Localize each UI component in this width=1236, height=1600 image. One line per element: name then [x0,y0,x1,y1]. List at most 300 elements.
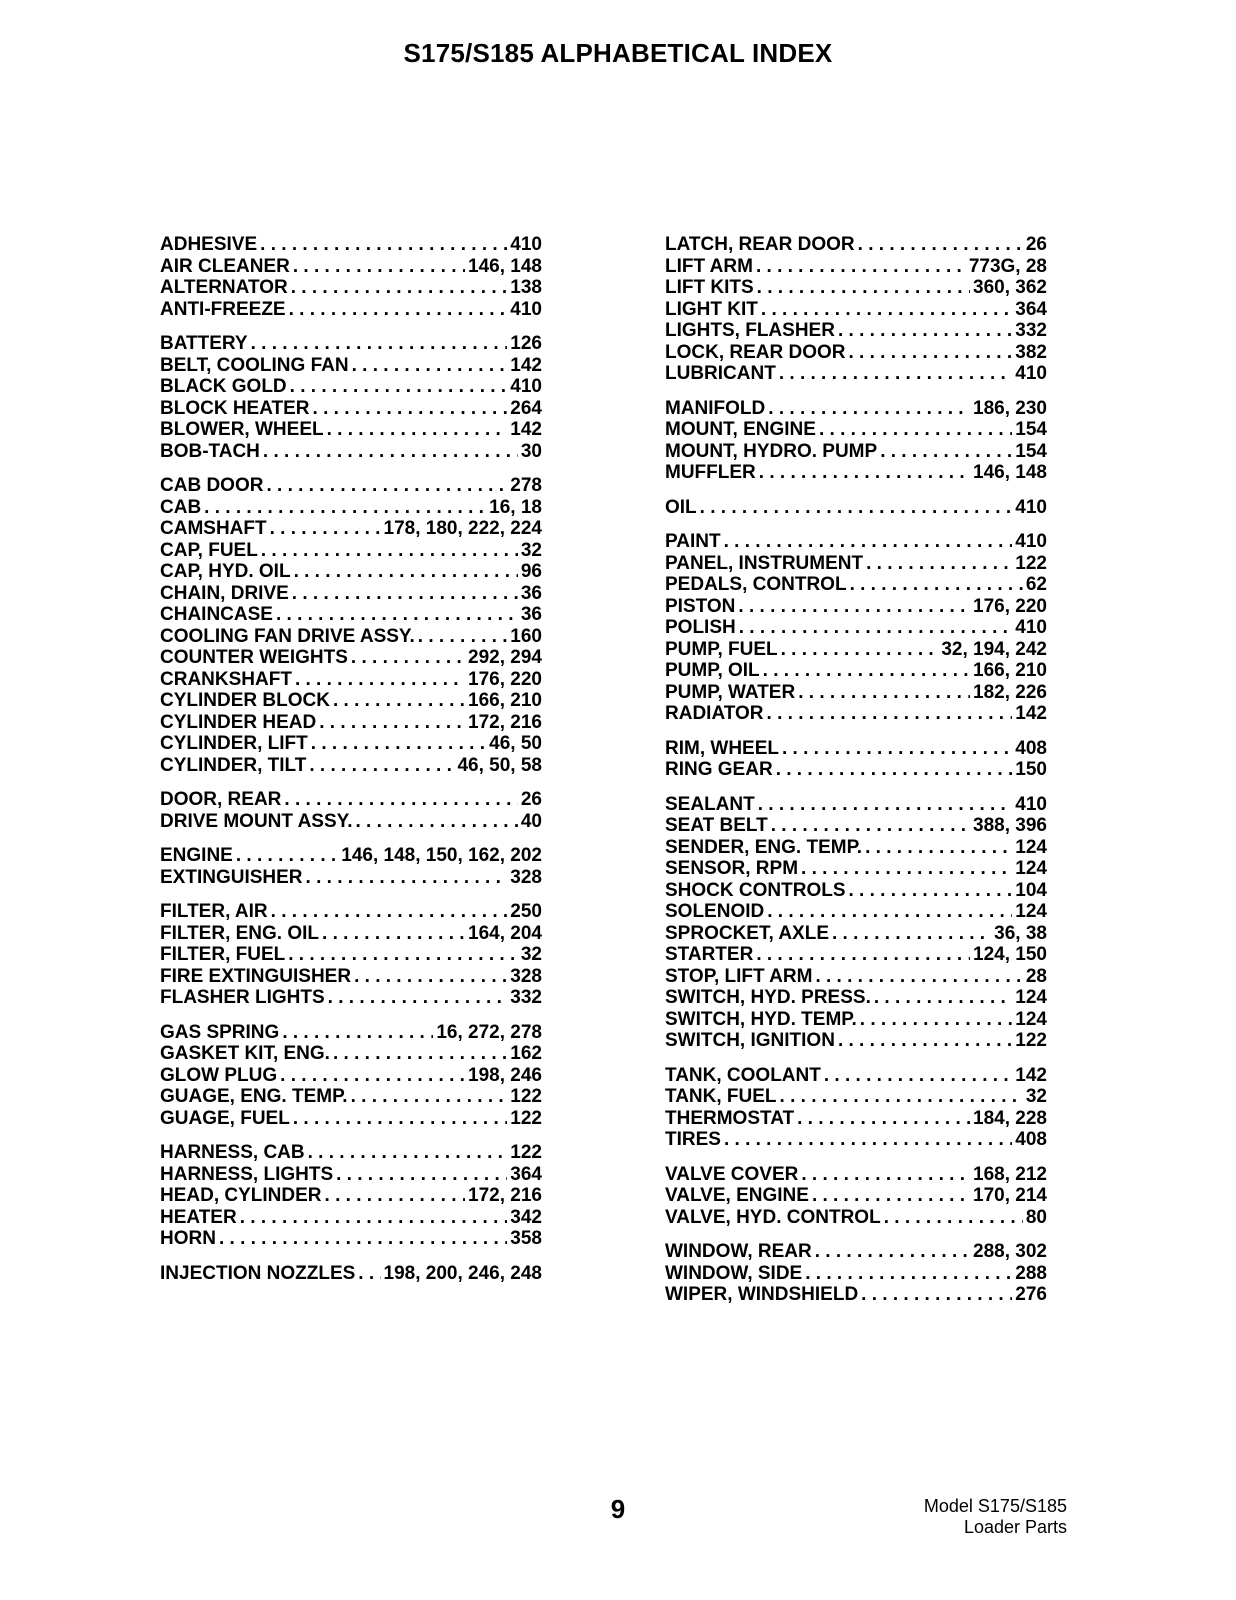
index-term: PUMP, WATER [665,681,796,703]
index-entry [665,858,1047,880]
index-letter-group [160,789,542,832]
dot-leader [356,811,518,833]
index-entry [665,987,1047,1009]
index-pages: 104 [1015,879,1047,901]
index-entry [160,1185,542,1207]
index-letter-group [160,901,542,1009]
index-entry [160,333,542,355]
index-letter-group [665,497,1047,519]
index-term: GASKET KIT, ENG. [160,1043,330,1064]
index-pages: 408 [1015,1129,1047,1150]
index-pages: 388, 396 [973,815,1047,836]
dot-leader [354,966,507,988]
index-pages: 198, 200, 246, 248 [383,1262,542,1284]
index-pages: 32 [520,539,542,561]
index-entry [665,1284,1047,1306]
index-entry [160,1043,542,1065]
index-term: SEAT BELT [665,815,768,836]
dot-leader [797,1108,970,1130]
index-letter-group [160,333,542,462]
dot-leader [276,604,518,626]
dot-leader [352,355,508,377]
dot-leader [261,540,518,562]
index-letter-group [160,234,542,320]
index-term: HEAD, CYLINDER [160,1185,322,1206]
index-entry [665,1129,1047,1151]
dot-leader [761,299,1012,321]
index-entry [160,1022,542,1044]
index-pages: 166, 210 [468,690,542,711]
index-term: BLOWER, WHEEL [160,419,324,440]
index-column-right [665,234,1047,1319]
index-pages: 122 [510,1107,542,1129]
index-pages: 16, 18 [489,496,542,518]
dot-leader [724,531,1013,553]
index-pages: 410 [1015,363,1047,384]
index-term: WIPER, WINDSHIELD [665,1284,859,1305]
index-pages: 122 [510,1086,542,1107]
index-entry [665,574,1047,596]
index-pages: 32 [1025,1086,1047,1107]
index-entry [665,462,1047,484]
index-term: BLACK GOLD [160,376,287,397]
index-entry [665,363,1047,385]
index-entry [160,497,542,519]
index-entry [665,639,1047,661]
index-pages: 410 [510,234,542,255]
index-pages: 122 [510,1142,542,1163]
index-pages: 168, 212 [973,1163,1047,1185]
index-term: RING GEAR [665,759,773,780]
index-term: LUBRICANT [665,363,776,384]
index-term: COUNTER WEIGHTS [160,647,348,668]
dot-leader [756,944,970,966]
index-term: VALVE COVER [665,1163,799,1185]
index-pages: 250 [510,901,542,922]
dot-leader [284,789,517,811]
dot-leader [295,669,465,691]
footer-subtitle-line: Loader Parts [963,1517,1067,1537]
index-entry [665,1009,1047,1031]
index-entry [160,755,542,777]
index-pages: 36 [520,604,542,625]
index-letter-group [665,234,1047,385]
index-pages: 358 [510,1228,542,1249]
index-entry [160,419,542,441]
index-term: GLOW PLUG [160,1064,278,1086]
dot-leader [832,923,991,945]
index-entry [160,256,542,278]
index-term: PAINT [665,531,721,552]
dot-leader [290,376,508,398]
index-term: ALTERNATOR [160,277,288,298]
index-pages: 342 [510,1206,542,1228]
index-term: MUFFLER [665,462,756,483]
footer-model-info [924,1496,1067,1538]
index-pages: 382 [1015,341,1047,363]
index-pages: 328 [510,866,542,888]
index-term: STOP, LIFT ARM [665,965,813,987]
index-term: VALVE, HYD. CONTROL [665,1206,881,1228]
dot-leader [351,1086,508,1108]
index-pages: 138 [510,277,542,298]
dot-leader [260,234,507,256]
index-entry [160,811,542,833]
index-pages: 176, 220 [973,595,1047,617]
index-term: CAP, HYD. OIL [160,561,291,582]
index-term: DRIVE MOUNT ASSY. [160,810,353,832]
dot-leader [325,1185,466,1207]
dot-leader [336,1164,507,1186]
index-entry [160,901,542,923]
index-entry [665,1207,1047,1229]
dot-leader [309,755,454,777]
dot-leader [724,1129,1012,1151]
index-term: GUAGE, ENG. TEMP. [160,1086,348,1107]
dot-leader [322,923,465,945]
index-term: TANK, COOLANT [665,1064,821,1086]
index-term: HARNESS, CAB [160,1142,305,1163]
dot-leader [351,647,465,669]
dot-leader [313,398,508,420]
index-term: PUMP, OIL [665,660,760,681]
index-pages: 122 [1015,552,1047,574]
index-term: PUMP, FUEL [665,638,778,660]
index-entry [665,1065,1047,1087]
dot-leader [294,561,518,583]
dot-leader [757,277,970,299]
index-term: GUAGE, FUEL [160,1107,290,1129]
dot-leader [358,1263,380,1285]
dot-leader [779,363,1012,385]
index-pages: 408 [1015,737,1047,759]
index-pages: 276 [1015,1284,1047,1305]
index-pages: 146, 148 [973,462,1047,483]
index-term: INJECTION NOZZLES [160,1262,356,1284]
index-entry [665,815,1047,837]
index-pages: 154 [1015,440,1047,462]
index-entry [665,441,1047,463]
index-term: COOLING FAN DRIVE ASSY. [160,625,415,647]
index-term: SENDER, ENG. TEMP. [665,836,863,858]
index-entry [160,234,542,256]
index-term: PEDALS, CONTROL [665,574,847,595]
index-term: CAB DOOR [160,475,264,496]
index-pages: 182, 226 [973,681,1047,703]
dot-leader [288,944,518,966]
dot-leader [763,660,970,682]
dot-leader [280,1065,465,1087]
index-entry [160,733,542,755]
index-pages: 146, 148 [468,255,542,277]
index-letter-group [665,398,1047,484]
index-term: POLISH [665,617,736,638]
index-pages: 150 [1015,759,1047,780]
dot-leader [240,1207,508,1229]
page-title: S175/S185 ALPHABETICAL INDEX [403,38,833,68]
index-entry [665,256,1047,278]
index-pages: 410 [1015,496,1047,518]
index-entry [160,626,542,648]
index-term: STARTER [665,944,754,965]
index-pages: 162 [510,1043,542,1064]
index-entry [160,1065,542,1087]
footer-model-line: Model S175/S185 [923,1496,1067,1516]
index-term: WINDOW, SIDE [665,1262,803,1284]
index-pages: 124 [1015,1008,1047,1030]
index-entry [160,987,542,1009]
dot-leader [311,733,486,755]
index-term: SPROCKET, AXLE [665,922,829,944]
index-entry [160,1228,542,1250]
index-term: FILTER, ENG. OIL [160,922,320,944]
index-entry [665,660,1047,682]
dot-leader [768,398,970,420]
index-entry [665,759,1047,781]
index-entry [160,299,542,321]
dot-leader [293,1108,507,1130]
index-pages: 172, 216 [468,711,542,733]
dot-leader [739,617,1013,639]
index-term: CRANKSHAFT [160,668,292,690]
dot-leader [767,901,1012,923]
index-pages: 166, 210 [973,660,1047,681]
index-pages: 36, 38 [994,922,1047,944]
dot-leader [884,1207,1023,1229]
index-pages: 288, 302 [973,1241,1047,1262]
dot-leader [282,1022,433,1044]
dot-leader [758,794,1013,816]
index-column-left [160,234,542,1297]
index-entry [160,1164,542,1186]
dot-leader [204,497,486,519]
index-entry [665,320,1047,342]
index-entry [160,475,542,497]
index-term: CYLINDER BLOCK [160,690,330,711]
index-term: ADHESIVE [160,234,258,255]
index-entry [160,518,542,540]
index-entry [665,553,1047,575]
dot-leader [328,987,508,1009]
dot-leader [866,553,1012,575]
index-term: CYLINDER, TILT [160,754,307,776]
index-term: CHAIN, DRIVE [160,582,289,604]
index-entry [160,1263,542,1285]
dot-leader [771,815,970,837]
index-term: VALVE, ENGINE [665,1185,809,1206]
dot-leader [849,880,1013,902]
index-term: LIFT ARM [665,255,753,277]
index-pages: 30 [520,440,542,462]
dot-leader [838,1030,1012,1052]
index-entry [665,738,1047,760]
dot-leader [306,867,508,889]
index-term: CAP, FUEL [160,539,258,561]
index-term: PANEL, INSTRUMENT [665,552,864,574]
dot-leader [815,966,1022,988]
index-term: BOB-TACH [160,440,260,462]
index-entry [665,944,1047,966]
index-pages: 172, 216 [468,1185,542,1206]
dot-leader [289,299,508,321]
index-pages: 124, 150 [973,944,1047,965]
index-term: LIGHTS, FLASHER [665,320,835,341]
index-term: THERMOSTAT [665,1107,795,1129]
index-term: PISTON [665,595,736,617]
index-term: SWITCH, HYD. TEMP. [665,1008,857,1030]
index-term: CAMSHAFT [160,518,267,539]
index-entry [160,923,542,945]
index-entry [665,419,1047,441]
index-entry [160,441,542,463]
index-term: MOUNT, HYDRO. PUMP [665,440,878,462]
dot-leader [263,441,518,463]
index-pages: 360, 362 [973,277,1047,298]
index-pages: 142 [510,419,542,440]
index-term: SWITCH, IGNITION [665,1030,835,1051]
index-letter-group [665,794,1047,1052]
index-entry [160,944,542,966]
index-term: HORN [160,1228,216,1249]
index-entry [665,1086,1047,1108]
index-term: FLASHER LIGHTS [160,987,325,1008]
index-letter-group [160,1142,542,1250]
dot-leader [270,518,381,540]
index-entry [665,923,1047,945]
index-term: FIRE EXTINGUISHER [160,965,352,987]
dot-leader [801,858,1012,880]
dot-leader [236,845,338,867]
index-pages: 184, 228 [973,1107,1047,1129]
index-entry [665,1164,1047,1186]
index-entry [665,837,1047,859]
index-letter-group [665,738,1047,781]
index-pages: 773G, 28 [968,255,1047,277]
index-term: LOCK, REAR DOOR [665,341,846,363]
dot-leader [780,1086,1023,1108]
index-entry [665,1241,1047,1263]
index-letter-group [160,1022,542,1130]
index-pages: 198, 246 [468,1064,542,1086]
dot-leader [293,256,465,278]
dot-leader [824,1065,1012,1087]
dot-leader [782,738,1012,760]
index-entry [160,647,542,669]
dot-leader [308,1142,508,1164]
index-entry [665,880,1047,902]
index-entry [160,540,542,562]
index-pages: 46, 50 [489,733,542,754]
index-pages: 28 [1025,965,1047,987]
index-pages: 96 [520,561,542,582]
index-entry [665,1185,1047,1207]
dot-leader [798,682,970,704]
index-letter-group [160,1263,542,1285]
index-pages: 278 [510,475,542,496]
page-number: 9 [610,1494,626,1524]
index-term: MOUNT, ENGINE [665,419,816,440]
dot-leader [319,712,465,734]
index-entry [665,682,1047,704]
index-pages: 142 [1015,1064,1047,1086]
index-pages: 410 [1015,617,1047,638]
index-term: DOOR, REAR [160,789,282,810]
dot-leader [700,497,1013,519]
index-term: BATTERY [160,333,248,354]
index-pages: 164, 204 [468,922,542,944]
index-pages: 124 [1015,987,1047,1008]
index-pages: 40 [520,810,542,832]
index-term: HEATER [160,1206,237,1228]
index-pages: 142 [510,354,542,376]
dot-leader [812,1185,970,1207]
index-pages: 16, 272, 278 [436,1021,542,1043]
index-term: GAS SPRING [160,1021,280,1043]
index-pages: 126 [510,333,542,354]
dot-leader [327,419,508,441]
index-entry [665,531,1047,553]
index-pages: 332 [1015,320,1047,341]
index-pages: 146, 148, 150, 162, 202 [341,845,542,866]
index-term: SHOCK CONTROLS [665,879,846,901]
index-term: HARNESS, LIGHTS [160,1163,334,1185]
index-entry [160,1207,542,1229]
dot-leader [860,1009,1013,1031]
index-pages: 160 [510,625,542,647]
index-entry [665,1263,1047,1285]
index-term: WINDOW, REAR [665,1241,812,1262]
index-term: RIM, WHEEL [665,737,779,759]
dot-leader [767,703,1013,725]
dot-leader [291,277,508,299]
index-pages: 292, 294 [468,647,542,668]
dot-leader [874,987,1012,1009]
index-pages: 124 [1015,901,1047,922]
index-term: FILTER, FUEL [160,944,286,965]
index-term: LATCH, REAR DOOR [665,234,855,255]
index-entry [160,690,542,712]
index-entry [160,398,542,420]
index-term: ENGINE [160,845,233,866]
index-term: CHAINCASE [160,604,273,625]
dot-leader [849,342,1013,364]
index-letter-group [160,845,542,888]
index-pages: 62 [1025,574,1047,595]
index-term: BLOCK HEATER [160,397,310,419]
index-term: SEALANT [665,793,755,815]
index-entry [665,596,1047,618]
index-pages: 36 [520,582,542,604]
index-pages: 328 [510,965,542,987]
dot-leader [838,320,1012,342]
index-entry [160,561,542,583]
dot-leader [858,234,1023,256]
dot-leader [251,333,508,355]
index-pages: 26 [1025,234,1047,255]
index-term: SENSOR, RPM [665,858,799,879]
index-pages: 410 [1015,531,1047,552]
index-term: MANIFOLD [665,397,766,419]
index-pages: 410 [510,376,542,397]
index-pages: 122 [1015,1030,1047,1051]
dot-leader [219,1228,507,1250]
index-term: LIGHT KIT [665,298,758,320]
index-pages: 288 [1015,1262,1047,1284]
dot-leader [850,574,1023,596]
dot-leader [861,1284,1012,1306]
dot-leader [333,1043,507,1065]
index-pages: 170, 214 [973,1185,1047,1206]
